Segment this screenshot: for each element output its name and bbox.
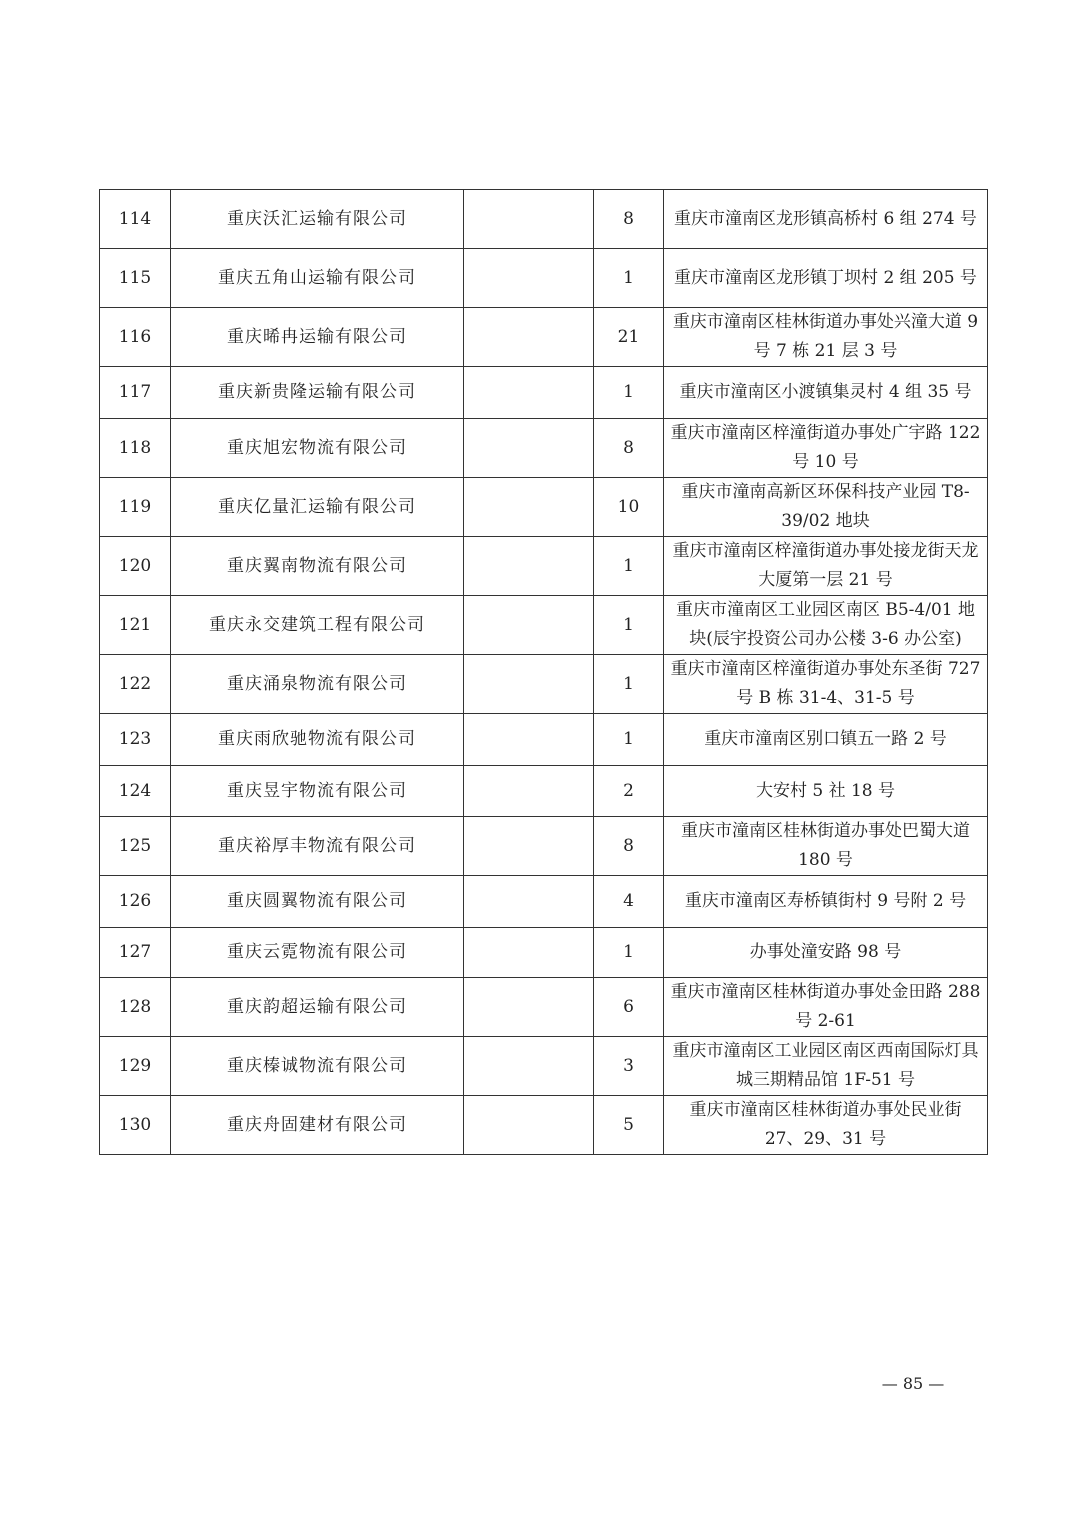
- company-name: 重庆雨欣驰物流有限公司: [171, 714, 464, 766]
- table-row: [100, 655, 988, 714]
- remark-cell: [464, 714, 594, 766]
- company-address: 重庆市潼南区梓潼街道办事处东圣街 727 号 B 栋 31-4、31-5 号: [664, 655, 988, 714]
- row-number: 116: [100, 308, 171, 367]
- table-row: [100, 817, 988, 876]
- row-number: 127: [100, 928, 171, 978]
- company-address: 重庆市潼南区小渡镇集灵村 4 组 35 号: [664, 367, 988, 419]
- vehicle-count: 1: [594, 367, 664, 419]
- vehicle-count: 21: [594, 308, 664, 367]
- company-address: 重庆市潼南区别口镇五一路 2 号: [664, 714, 988, 766]
- row-number: 130: [100, 1096, 171, 1155]
- company-address: 重庆市潼南高新区环保科技产业园 T8-39/02 地块: [664, 478, 988, 537]
- remark-cell: [464, 928, 594, 978]
- remark-cell: [464, 596, 594, 655]
- row-number: 119: [100, 478, 171, 537]
- row-number: 114: [100, 190, 171, 249]
- vehicle-count: 1: [594, 928, 664, 978]
- company-address: 重庆市潼南区梓潼街道办事处接龙街天龙大厦第一层 21 号: [664, 537, 988, 596]
- row-number: 120: [100, 537, 171, 596]
- vehicle-count: 4: [594, 876, 664, 928]
- remark-cell: [464, 190, 594, 249]
- company-name: 重庆裕厚丰物流有限公司: [171, 817, 464, 876]
- row-number: 125: [100, 817, 171, 876]
- row-number: 115: [100, 249, 171, 308]
- company-address: 重庆市潼南区工业园区南区西南国际灯具城三期精品馆 1F-51 号: [664, 1037, 988, 1096]
- vehicle-count: 10: [594, 478, 664, 537]
- remark-cell: [464, 1037, 594, 1096]
- remark-cell: [464, 308, 594, 367]
- table-row: [100, 249, 988, 308]
- vehicle-count: 1: [594, 249, 664, 308]
- remark-cell: [464, 478, 594, 537]
- company-address: 重庆市潼南区桂林街道办事处巴蜀大道 180 号: [664, 817, 988, 876]
- row-number: 128: [100, 978, 171, 1037]
- remark-cell: [464, 655, 594, 714]
- row-number: 126: [100, 876, 171, 928]
- vehicle-count: 6: [594, 978, 664, 1037]
- table-row: [100, 596, 988, 655]
- company-address: 大安村 5 社 18 号: [664, 766, 988, 817]
- company-name: 重庆翼南物流有限公司: [171, 537, 464, 596]
- vehicle-count: 5: [594, 1096, 664, 1155]
- remark-cell: [464, 249, 594, 308]
- table-row: [100, 766, 988, 817]
- vehicle-count: 8: [594, 190, 664, 249]
- company-address: 重庆市潼南区寿桥镇街村 9 号附 2 号: [664, 876, 988, 928]
- vehicle-count: 1: [594, 537, 664, 596]
- company-name: 重庆五角山运输有限公司: [171, 249, 464, 308]
- company-name: 重庆圆翼物流有限公司: [171, 876, 464, 928]
- company-name: 重庆榛诚物流有限公司: [171, 1037, 464, 1096]
- row-number: 124: [100, 766, 171, 817]
- row-number: 121: [100, 596, 171, 655]
- remark-cell: [464, 367, 594, 419]
- company-name: 重庆涌泉物流有限公司: [171, 655, 464, 714]
- company-table: [99, 189, 988, 1155]
- vehicle-count: 1: [594, 596, 664, 655]
- table-row: [100, 367, 988, 419]
- table-row: [100, 478, 988, 537]
- company-address: 重庆市潼南区梓潼街道办事处广宇路 122 号 10 号: [664, 419, 988, 478]
- table-row: [100, 190, 988, 249]
- company-name: 重庆亿量汇运输有限公司: [171, 478, 464, 537]
- company-name: 重庆永交建筑工程有限公司: [171, 596, 464, 655]
- company-address: 重庆市潼南区桂林街道办事处民业街 27、29、31 号: [664, 1096, 988, 1155]
- row-number: 117: [100, 367, 171, 419]
- company-name: 重庆晞冉运输有限公司: [171, 308, 464, 367]
- company-name: 重庆韵超运输有限公司: [171, 978, 464, 1037]
- vehicle-count: 8: [594, 419, 664, 478]
- company-address: 重庆市潼南区桂林街道办事处金田路 288 号 2-61: [664, 978, 988, 1037]
- table-row: [100, 1096, 988, 1155]
- company-address: 重庆市潼南区桂林街道办事处兴潼大道 9 号 7 栋 21 层 3 号: [664, 308, 988, 367]
- vehicle-count: 8: [594, 817, 664, 876]
- table-row: [100, 537, 988, 596]
- vehicle-count: 1: [594, 714, 664, 766]
- company-name: 重庆新贵隆运输有限公司: [171, 367, 464, 419]
- company-name: 重庆沃汇运输有限公司: [171, 190, 464, 249]
- remark-cell: [464, 537, 594, 596]
- vehicle-count: 2: [594, 766, 664, 817]
- remark-cell: [464, 766, 594, 817]
- company-name: 重庆云霓物流有限公司: [171, 928, 464, 978]
- company-address: 重庆市潼南区工业园区南区 B5-4/01 地块(辰宇投资公司办公楼 3-6 办公室): [664, 596, 988, 655]
- remark-cell: [464, 978, 594, 1037]
- table-row: [100, 1037, 988, 1096]
- vehicle-count: 1: [594, 655, 664, 714]
- company-name: 重庆旭宏物流有限公司: [171, 419, 464, 478]
- company-address: 重庆市潼南区龙形镇丁坝村 2 组 205 号: [664, 249, 988, 308]
- remark-cell: [464, 817, 594, 876]
- row-number: 122: [100, 655, 171, 714]
- remark-cell: [464, 1096, 594, 1155]
- company-name: 重庆舟固建材有限公司: [171, 1096, 464, 1155]
- page-number: — 85 —: [881, 1374, 945, 1393]
- company-address: 重庆市潼南区龙形镇高桥村 6 组 274 号: [664, 190, 988, 249]
- row-number: 123: [100, 714, 171, 766]
- company-address: 办事处潼安路 98 号: [664, 928, 988, 978]
- table-row: [100, 419, 988, 478]
- table-row: [100, 308, 988, 367]
- remark-cell: [464, 419, 594, 478]
- remark-cell: [464, 876, 594, 928]
- vehicle-count: 3: [594, 1037, 664, 1096]
- table-row: [100, 978, 988, 1037]
- row-number: 118: [100, 419, 171, 478]
- table-row: [100, 876, 988, 928]
- row-number: 129: [100, 1037, 171, 1096]
- table-row: [100, 928, 988, 978]
- company-name: 重庆昱宇物流有限公司: [171, 766, 464, 817]
- table-row: [100, 714, 988, 766]
